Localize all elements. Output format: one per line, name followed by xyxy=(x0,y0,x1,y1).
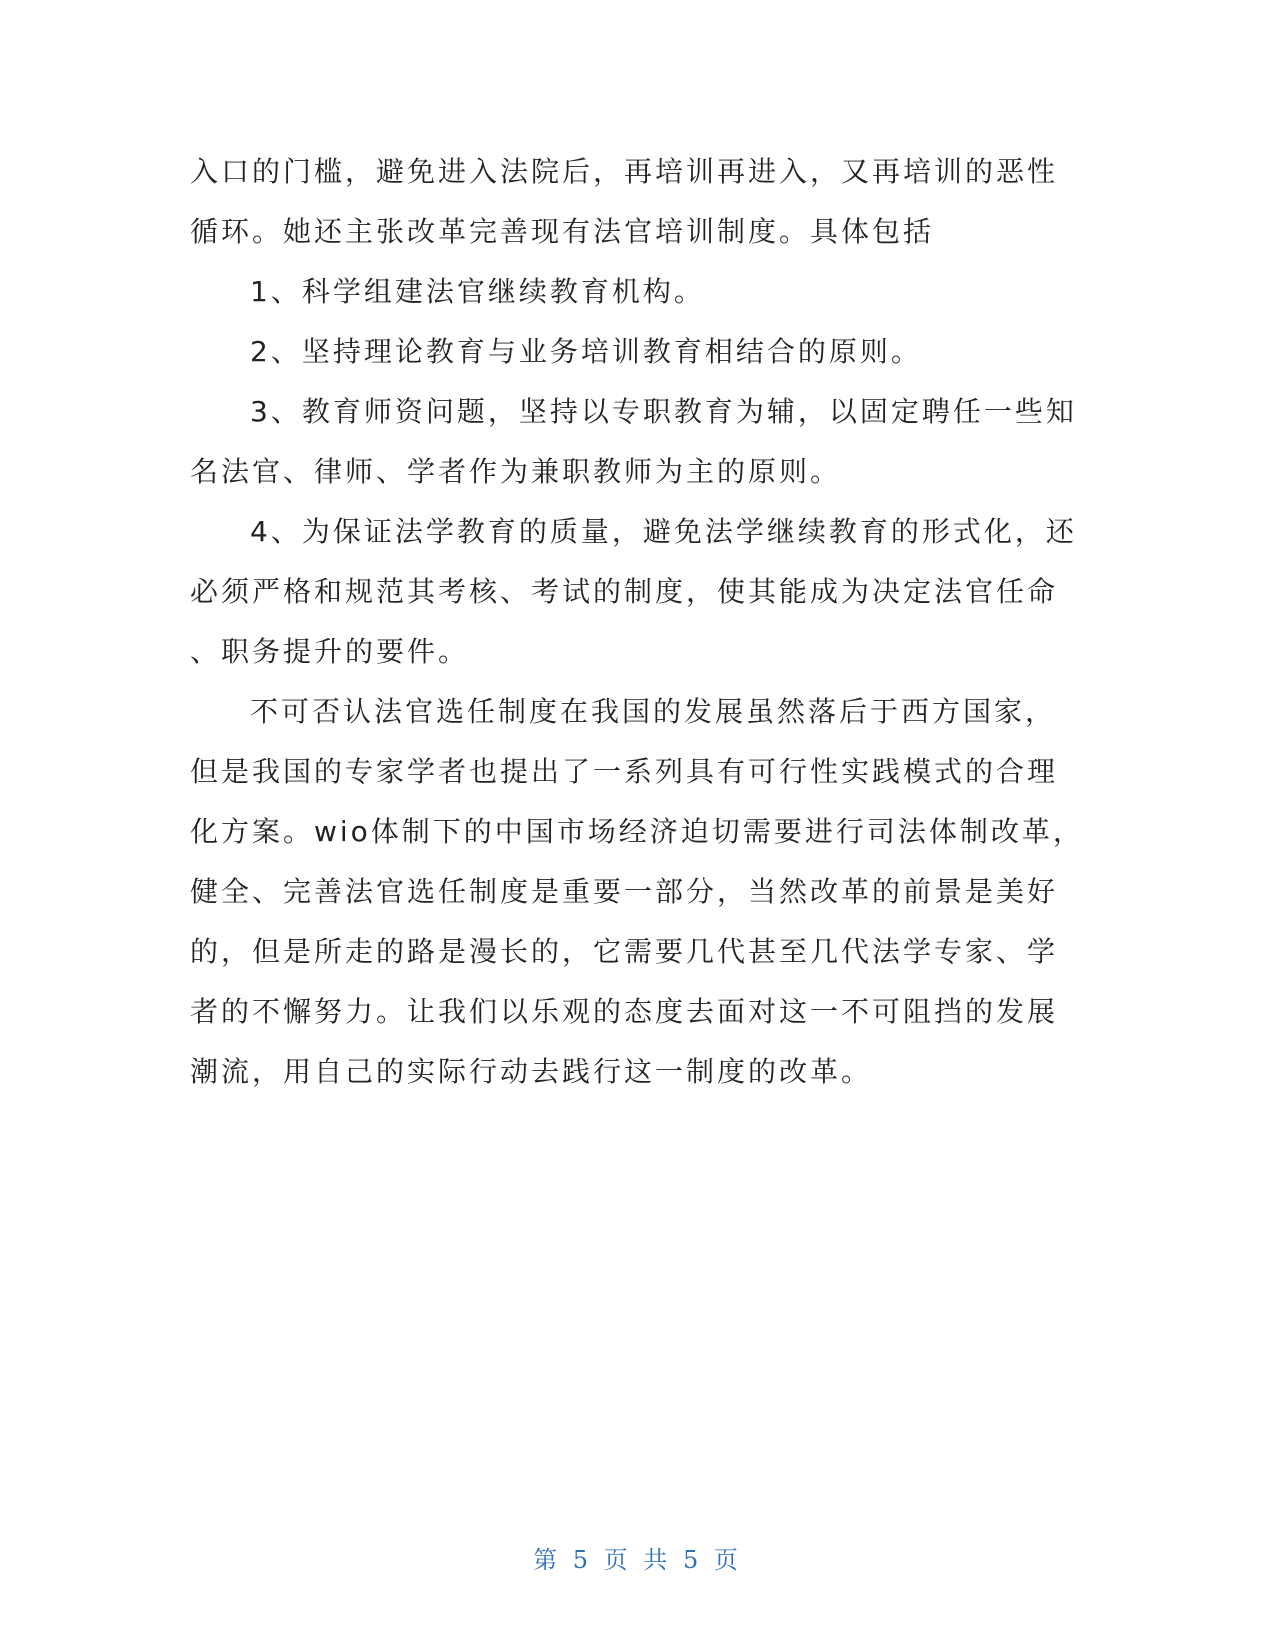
text-line: 但是我国的专家学者也提出了一系列具有可行性实践模式的合理 xyxy=(190,755,1059,788)
list-item: 2、坚持理论教育与业务培训教育相结合的原则。 xyxy=(250,335,922,368)
text-line: 健全、完善法官选任制度是重要一部分，当然改革的前景是美好 xyxy=(190,875,1059,908)
list-item: 3、教育师资问题，坚持以专职教育为辅，以固定聘任一些知 xyxy=(250,395,1077,428)
body-text xyxy=(190,142,1090,1102)
paragraph-start: 不可否认法官选任制度在我国的发展虽然落后于西方国家， xyxy=(250,695,1057,728)
text-line: 的，但是所走的路是漫长的，它需要几代甚至几代法学专家、学 xyxy=(190,935,1059,968)
text-line: 名法官、律师、学者作为兼职教师为主的原则。 xyxy=(190,455,842,488)
text-line: 循环。她还主张改革完善现有法官培训制度。具体包括 xyxy=(190,215,935,248)
list-item: 4、为保证法学教育的质量，避免法学继续教育的形式化，还 xyxy=(250,515,1077,548)
text-line: 入口的门槛，避免进入法院后，再培训再进入，又再培训的恶性 xyxy=(190,155,1059,188)
text-line: 化方案。wio体制下的中国市场经济迫切需要进行司法体制改革， xyxy=(190,815,1084,848)
text-line: 必须严格和规范其考核、考试的制度，使其能成为决定法官任命 xyxy=(190,575,1059,608)
text-line: 者的不懈努力。让我们以乐观的态度去面对这一不可阻挡的发展 xyxy=(190,995,1059,1028)
text-line: 、职务提升的要件。 xyxy=(190,635,470,668)
list-item: 1、科学组建法官继续教育机构。 xyxy=(250,275,705,308)
text-line: 潮流，用自己的实际行动去践行这一制度的改革。 xyxy=(190,1055,873,1088)
page-number-footer: 第 5 页 共 5 页 xyxy=(533,1546,742,1574)
